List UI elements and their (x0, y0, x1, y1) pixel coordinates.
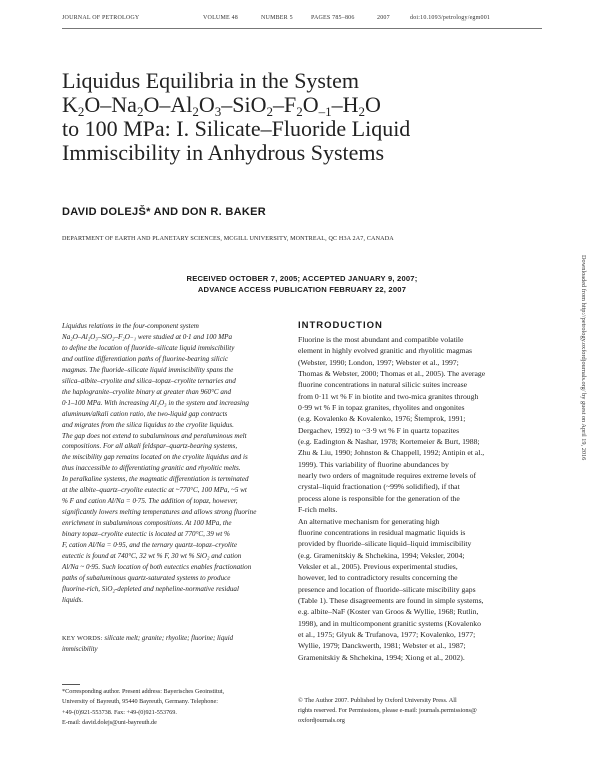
title-line-4: Immiscibility in Anhydrous Systems (62, 140, 385, 165)
title-line-1: Liquidus Equilibria in the System (62, 68, 359, 93)
introduction-line: 1998), and in multicomponent granitic systems (Kovalenko (298, 618, 481, 628)
corresponding-author-note (62, 687, 288, 729)
abstract-line: 0·1–100 MPa. With increasing Al₂O₃ in the system and increasing (62, 398, 249, 407)
abstract-line: The gap does not extend to subaluminous and peraluminous melt (62, 431, 247, 440)
abstract-line: magmas. The fluoride–silicate liquid immiscibility spans the (62, 365, 234, 374)
abstract-line: the miscibility gap remains located on the cryolite liquidus and is (62, 453, 248, 462)
affiliation: DEPARTMENT OF EARTH AND PLANETARY SCIENCES, MCGILL UNIVERSITY, MONTREAL, QC H3A 2A7, CANADA (62, 236, 394, 242)
abstract-line: % F and cation Al/Na = 0·75. The addition of topaz, however, (62, 497, 238, 506)
abstract-line: and outline differentiation paths of fluorine-bearing silicic (62, 354, 229, 363)
keywords-label: KEY WORDS: (62, 635, 103, 642)
introduction-line: Fluorine is the most abundant and compatible volatile (298, 335, 464, 344)
abstract-line: Liquidus relations in the four-component system (62, 322, 199, 330)
abstract-line: binary topaz–cryolite eutectic is located at 770°C, 39 wt % (62, 530, 230, 539)
download-watermark-text: Downloaded from http://petrology.oxfordjournals.org/ by guest on April 19, 2016 (580, 255, 587, 461)
introduction-line: nearly two orders of magnitude requires extreme levels of (298, 471, 477, 481)
received-line-1: RECEIVED OCTOBER 7, 2005; ACCEPTED JANUARY 9, 2007; (186, 274, 418, 283)
abstract-line: F, cation Al/Na = 0·95, and the ternary quartz–topaz–cryolite (62, 541, 237, 550)
title-line-3: to 100 MPa: I. Silicate–Fluoride Liquid (62, 116, 411, 141)
copyright-notice (298, 696, 548, 727)
introduction-line: Wyllie, 1979; Danckwerth, 1981; Webster et al., 1987; (298, 641, 466, 651)
copyright-line: © The Author 2007. Published by Oxford University Press. All (298, 697, 457, 704)
correspondence-line: *Corresponding author. Present address: Bayerisches Geoinstitut, (62, 688, 225, 695)
introduction-line: fluorine concentrations in residual magmatic liquids is (298, 527, 466, 537)
journal-name: JOURNAL OF PETROLOGY (62, 15, 140, 21)
abstract-line: Na₂O–Al₂O₃–SiO₂–F₂O₋₁ were studied at 0·1 and 100 MPa (62, 332, 232, 341)
introduction-line: presence and location of fluoride–silicate miscibility gaps (298, 584, 476, 594)
received-line-2: ADVANCE ACCESS PUBLICATION FEBRUARY 22, 2007 (197, 285, 407, 294)
introduction-line: (e.g. Kovalenko & Kovalenko, 1976; Štemprok, 1991; (298, 414, 466, 424)
abstract-line: at the albite–quartz–cryolite eutectic at ~770°C, 100 MPa, ~5 wt (62, 486, 247, 495)
introduction-line: (e.g. Gramenitskiy & Shchekina, 1994; Veksler, 2004; (298, 550, 465, 560)
abstract-line: paths of subaluminous quartz-saturated systems to produce (62, 573, 231, 582)
introduction-line: F-rich melts. (298, 505, 338, 515)
keywords-line-1: silicate melt; granite; rhyolite; fluorine; liquid (104, 635, 234, 642)
abstract (62, 321, 282, 606)
introduction-line: Veksler et al., 2005). Previous experimental studies, (298, 561, 458, 571)
abstract-line: to define the location of fluoride–silicate liquid immiscibility (62, 343, 235, 352)
footnote-rule (62, 684, 80, 685)
doi: doi:10.1093/petrology/egm001 (410, 15, 491, 21)
introduction-line: crystal–liquid fractionation (~99% solidified), if that (298, 482, 460, 492)
abstract-line: the haplogranite–cryolite binary at greater than 960°C and (62, 387, 232, 396)
authors: DAVID DOLEJŠ* AND DON R. BAKER (62, 206, 266, 218)
abstract-line: In peralkaline systems, the magmatic differentiation is terminated (62, 475, 249, 484)
introduction-line: element in highly evolved granitic and rhyolitic magmas (298, 346, 472, 356)
keywords-line-2: immiscibility (62, 646, 98, 653)
introduction-line: An alternative mechanism for generating high (298, 516, 440, 526)
header-rule (62, 28, 542, 29)
introduction-line: (e.g. Eadington & Nashar, 1978; Kortemeier & Burt, 1988; (298, 437, 480, 447)
abstract-line: Al/Na ~ 0·95. Such location of both eutectics enables fractionation (62, 562, 252, 571)
copyright-line: oxfordjournals.org (298, 717, 345, 725)
introduction-line: Zhu & Liu, 1990; Johnston & Chappell, 1992; Antipin et al., (298, 448, 485, 458)
abstract-line: and migrates from the silica liquidus to the cryolite liquidus. (62, 420, 234, 429)
download-watermark (577, 255, 591, 521)
abstract-line: fluorine-rich, SiO₂-depleted and nepheline-normative residual (62, 584, 239, 593)
introduction-line: 0·99 wt % F in topaz granites, rhyolites and ongonites (298, 403, 465, 413)
year: 2007 (377, 15, 390, 21)
abstract-line: aluminum/alkali cation ratio, the two-liquid gap contracts (62, 409, 228, 418)
introduction-heading: INTRODUCTION (298, 320, 383, 331)
introduction-line: e.g. albite–NaF (Koster van Groos & Wyllie, 1968; Rutlin, (298, 607, 479, 617)
introduction-line: Gramenitskiy & Shchekina, 1994; Xiong et al., 2002). (298, 652, 465, 662)
keywords (62, 633, 282, 655)
journal-header (62, 15, 542, 27)
introduction-text (298, 334, 545, 663)
introduction-line: from 0·11 wt % F in biotite and two-mica granites through (298, 391, 479, 401)
introduction-line: fluorine concentrations in natural silicic suites increase (298, 380, 468, 390)
introduction-line: Thomas & Webster, 2000; Thomas et al., 2005). The average (298, 369, 486, 379)
issue-number: NUMBER 5 (261, 15, 293, 21)
correspondence-line: +49-(0)921-553738. Fax: +49-(0)921-553769. (62, 708, 177, 716)
introduction-line: provided by fluoride–silicate liquid–liquid immiscibility (298, 539, 472, 549)
introduction-line: 1999). This variability of fluorine abundances by (298, 459, 449, 469)
copyright-line: rights reserved. For Permissions, please e-mail: journals.permissions@ (298, 707, 477, 715)
introduction-line: (Table 1). These disagreements are found in simple systems, (298, 595, 484, 605)
abstract-line: compositions. For all alkali feldspar–quartz-bearing systems, (62, 442, 238, 451)
correspondence-line: E-mail: david.dolejs@uni-bayreuth.de (62, 719, 157, 727)
abstract-line: liquids. (62, 595, 84, 604)
abstract-line: thus inaccessible to differentiating granitic and rhyolitic melts. (62, 464, 241, 473)
introduction-line: Dergachev, 1992) to ~3·9 wt % F in quartz topazites (298, 425, 460, 435)
received-dates (62, 273, 542, 295)
title-line-2-formula: $K_2O-Na_2O-Al_2O_3-SiO_2-F_2O_{-1}-H_2O$ (62, 92, 381, 119)
introduction-line: however, led to contradictory results concerning the (298, 573, 458, 583)
abstract-line: eutectic is found at 740°C, 32 wt % F, 30 wt % SiO₂ and cation (62, 552, 242, 561)
correspondence-line: University of Bayreuth, 95440 Bayreuth, Germany. Telephone: (62, 698, 218, 706)
abstract-line: significantly lowers melting temperatures and allows strong fluorine (62, 508, 257, 517)
abstract-line: enrichment in subaluminous compositions. At 100 MPa, the (62, 519, 232, 528)
article-title (62, 69, 532, 165)
introduction-line: et al., 1975; Glyuk & Trufanova, 1977; Kovalenko, 1977; (298, 629, 476, 639)
introduction-line: process alone is responsible for the generation of the (298, 493, 460, 503)
abstract-line: silica–albite–cryolite and silica–topaz–cryolite ternaries and (62, 376, 236, 385)
page-range: PAGES 785–806 (311, 15, 355, 21)
volume: VOLUME 48 (203, 15, 238, 21)
introduction-line: (Webster, 1990; London, 1997; Webster et al., 1997; (298, 357, 459, 367)
